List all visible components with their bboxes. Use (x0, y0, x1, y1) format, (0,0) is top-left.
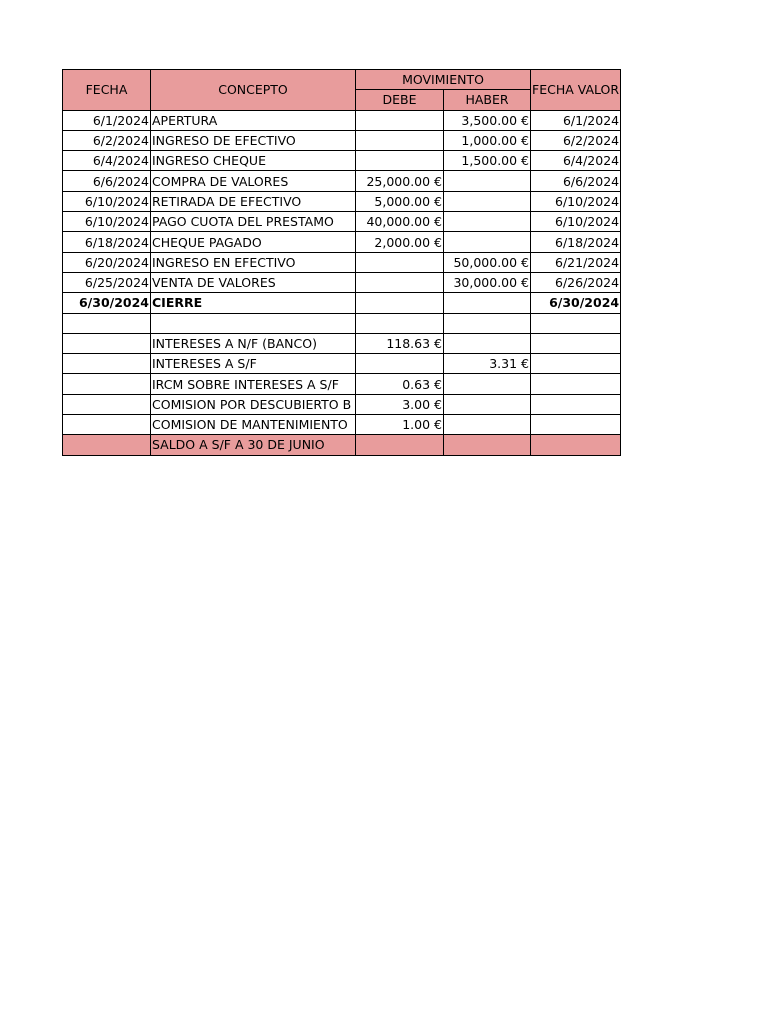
cell-debe: 1.00 € (356, 415, 444, 435)
cell-concepto: COMPRA DE VALORES (151, 171, 356, 191)
cell-concepto: RETIRADA DE EFECTIVO (151, 191, 356, 211)
cell-haber (444, 333, 531, 353)
table-row (63, 354, 621, 374)
header-concepto: CONCEPTO (151, 70, 356, 111)
cell-fecha: 6/18/2024 (63, 232, 151, 252)
table-row (63, 374, 621, 394)
cell-debe (356, 272, 444, 292)
cell-fecha: 6/25/2024 (63, 272, 151, 292)
cell-fecha-valor (531, 374, 621, 394)
table-row (63, 171, 621, 191)
cell-fecha (63, 394, 151, 414)
header-haber: HABER (444, 90, 531, 110)
cell-concepto: PAGO CUOTA DEL PRESTAMO (151, 212, 356, 232)
cell-haber (444, 415, 531, 435)
cell-concepto: COMISION DE MANTENIMIENTO (151, 415, 356, 435)
cell-concepto: COMISION POR DESCUBIERTO B (151, 394, 356, 414)
cell-haber: 50,000.00 € (444, 252, 531, 272)
cell-fecha-valor: 6/30/2024 (531, 293, 621, 313)
table-row (63, 272, 621, 292)
cell-haber: 1,500.00 € (444, 151, 531, 171)
cell-debe (356, 110, 444, 130)
header-fecha: FECHA (63, 70, 151, 111)
cell-fecha-valor: 6/10/2024 (531, 212, 621, 232)
cell-fecha: 6/2/2024 (63, 130, 151, 150)
cell-fecha: 6/10/2024 (63, 212, 151, 232)
cell-haber: 3.31 € (444, 354, 531, 374)
table-row (63, 415, 621, 435)
table-row (63, 333, 621, 353)
table-row (63, 252, 621, 272)
cell-fecha: 6/30/2024 (63, 293, 151, 313)
cell-concepto: INGRESO DE EFECTIVO (151, 130, 356, 150)
cell-concepto: INTERESES A S/F (151, 354, 356, 374)
table-row (63, 191, 621, 211)
cell-concepto: CIERRE (151, 293, 356, 313)
cell-fecha: 6/20/2024 (63, 252, 151, 272)
cell-debe (356, 151, 444, 171)
cell-fecha-valor (531, 394, 621, 414)
cell-concepto: APERTURA (151, 110, 356, 130)
cell-haber (444, 435, 531, 455)
table-row (63, 110, 621, 130)
table-header (63, 70, 621, 111)
cell-debe: 0.63 € (356, 374, 444, 394)
cell-haber (444, 374, 531, 394)
cell-haber: 1,000.00 € (444, 130, 531, 150)
cell-haber (444, 191, 531, 211)
cell-fecha-valor: 6/1/2024 (531, 110, 621, 130)
cell-debe: 40,000.00 € (356, 212, 444, 232)
cell-fecha-valor (531, 354, 621, 374)
cell-debe: 25,000.00 € (356, 171, 444, 191)
cell-debe: 118.63 € (356, 333, 444, 353)
cell-fecha-valor (531, 415, 621, 435)
cell-debe (356, 252, 444, 272)
table-row (63, 313, 621, 333)
cell-fecha: 6/6/2024 (63, 171, 151, 191)
cell-fecha: 6/1/2024 (63, 110, 151, 130)
cell-haber (444, 171, 531, 191)
cell-debe (356, 354, 444, 374)
cell-fecha-valor: 6/21/2024 (531, 252, 621, 272)
cell-haber (444, 232, 531, 252)
table-row (63, 293, 621, 313)
cell-debe (356, 313, 444, 333)
table-row (63, 232, 621, 252)
table-row (63, 151, 621, 171)
cell-fecha-valor (531, 333, 621, 353)
cell-fecha (63, 415, 151, 435)
cell-concepto: INGRESO EN EFECTIVO (151, 252, 356, 272)
ledger-table (62, 69, 621, 456)
cell-debe (356, 130, 444, 150)
cell-debe (356, 435, 444, 455)
cell-fecha-valor: 6/4/2024 (531, 151, 621, 171)
cell-haber (444, 293, 531, 313)
cell-concepto (151, 313, 356, 333)
cell-fecha (63, 374, 151, 394)
cell-fecha: 6/4/2024 (63, 151, 151, 171)
cell-debe (356, 293, 444, 313)
cell-concepto: INTERESES A N/F (BANCO) (151, 333, 356, 353)
cell-fecha-valor (531, 435, 621, 455)
table-row (63, 212, 621, 232)
header-debe: DEBE (356, 90, 444, 110)
cell-debe: 3.00 € (356, 394, 444, 414)
cell-fecha-valor: 6/26/2024 (531, 272, 621, 292)
cell-concepto: IRCM SOBRE INTERESES A S/F (151, 374, 356, 394)
header-movimiento: MOVIMIENTO (356, 70, 531, 90)
table-body (63, 110, 621, 455)
cell-fecha (63, 435, 151, 455)
header-fecha-valor: FECHA VALOR (531, 70, 621, 111)
cell-fecha-valor: 6/2/2024 (531, 130, 621, 150)
cell-fecha (63, 333, 151, 353)
cell-debe: 2,000.00 € (356, 232, 444, 252)
cell-fecha (63, 354, 151, 374)
cell-fecha-valor: 6/10/2024 (531, 191, 621, 211)
table-row (63, 435, 621, 455)
cell-concepto: VENTA DE VALORES (151, 272, 356, 292)
cell-haber: 3,500.00 € (444, 110, 531, 130)
cell-haber (444, 394, 531, 414)
cell-haber: 30,000.00 € (444, 272, 531, 292)
cell-concepto: CHEQUE PAGADO (151, 232, 356, 252)
cell-concepto: INGRESO CHEQUE (151, 151, 356, 171)
cell-fecha-valor: 6/6/2024 (531, 171, 621, 191)
cell-fecha-valor (531, 313, 621, 333)
cell-haber (444, 313, 531, 333)
table-row (63, 394, 621, 414)
cell-haber (444, 212, 531, 232)
cell-debe: 5,000.00 € (356, 191, 444, 211)
cell-concepto: SALDO A S/F A 30 DE JUNIO (151, 435, 356, 455)
cell-fecha (63, 313, 151, 333)
table-row (63, 130, 621, 150)
cell-fecha-valor: 6/18/2024 (531, 232, 621, 252)
cell-fecha: 6/10/2024 (63, 191, 151, 211)
